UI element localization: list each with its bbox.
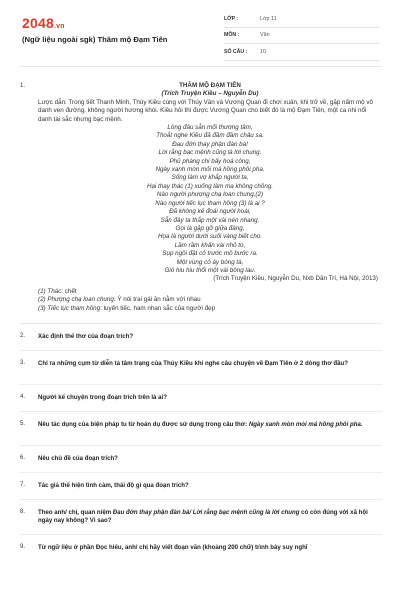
question-number: 7. — [20, 481, 26, 488]
poem-line: Gió hiu hiu thổi một vài bông lau. — [164, 266, 256, 274]
document-title: (Ngữ liệu ngoài sgk) Thăm mộ Đạm Tiên — [22, 35, 168, 44]
passage-title: THĂM MỘ ĐẠM TIÊN — [179, 82, 241, 89]
poem-line: Lòng đâu sẵn mối thương tâm, — [167, 124, 253, 132]
question-number: 2. — [20, 332, 26, 339]
poem-line: Sống làm vợ khắp người ta, — [171, 174, 249, 182]
question-number: 8. — [20, 508, 26, 515]
poem-line: Thoắt nghe Kiều đã đầm đầm châu sa. — [156, 132, 264, 140]
meta-row-count — [224, 44, 380, 61]
passage-intro: Lược dẫn: Trong tiết Thanh Minh, Thúy Kiều cùng với Thúy Vân và Vương Quan đi chơi xuân, khi trở về, gặp nấm mộ vô danh ven đường, không người hương khói. Kiều hỏi thì được Vương Quan cho biết đó là mộ Đạm Tiên, một ca nhi nổi danh tài sắc nhưng bạc mệnh. — [38, 98, 373, 123]
meta-row-class — [224, 11, 380, 28]
reading-passage — [38, 82, 382, 313]
poem-line: Họa là người dưới suối vàng biết cho. — [157, 233, 263, 241]
question-number: 5. — [20, 420, 26, 427]
question-item-2 — [20, 324, 382, 351]
question-item-6 — [20, 446, 382, 473]
poem-line: Đau đớn thay phận đàn bà! — [172, 140, 248, 148]
question-item-5 — [20, 412, 382, 446]
poem-line: Một vùng cỏ áy bóng tà, — [176, 258, 244, 266]
passage-source: (Trích Truyện Kiều, Nguyễn Du, Nxb Dân Trí, Hà Nội, 2013) — [213, 275, 378, 283]
poem-line: Sẵn đây ta thắp một vài nén nhang. — [160, 216, 260, 224]
footnote-term: (2) Phượng chạ loan chung — [38, 296, 114, 304]
question-text: Xác định thể thơ của đoạn trích? — [38, 332, 134, 340]
logo-main: 2048 — [22, 15, 54, 31]
poem-line: Lời rằng bạc mệnh cũng là lời chung. — [158, 149, 262, 157]
question-list — [20, 66, 382, 557]
poem — [38, 124, 382, 275]
question-item-8 — [20, 500, 382, 535]
question-quote: Đau đớn thay phận đàn bà/ Lời rằng bạc mệnh cũng là lời chung — [112, 508, 300, 516]
footnotes — [38, 288, 382, 313]
question-item-1 — [20, 66, 382, 324]
footnote-text: : chết — [61, 287, 77, 295]
footnote-term: (1) Thác — [38, 287, 62, 295]
footnote — [38, 288, 382, 296]
footnote-text: : luyến tiếc, ham nhan sắc của người đẹp — [100, 304, 216, 312]
meta-key: LỚP : — [224, 15, 239, 22]
poem-line: Đã không kẻ đoái người hoài, — [169, 208, 251, 216]
meta-table — [224, 11, 380, 61]
footnote-term: (3) Tiếc lục tham hồng — [38, 304, 101, 312]
passage-subtitle: (Trích Truyện Kiều – Nguyễn Du) — [161, 90, 259, 98]
question-quote: Ngày xanh mòn mỏi má hồng phôi pha. — [248, 420, 363, 428]
site-logo[interactable] — [22, 15, 65, 31]
question-number: 4. — [20, 393, 26, 400]
meta-value: Văn — [260, 32, 270, 39]
meta-key: MÔN : — [224, 32, 240, 39]
poem-line: Sụp ngồi đặt cỏ trước mồ bước ra. — [162, 250, 258, 258]
poem-line: Nào người phượng chạ loan chung,(2) — [156, 191, 264, 199]
poem-line: Lầm rầm khấn vái nhỏ to, — [174, 241, 246, 249]
question-number: 9. — [20, 543, 26, 550]
question-text: Tác giả thể hiện tình cảm, thái độ gì qua đoạn trích? — [38, 481, 189, 489]
question-text: Nêu chủ đề của đoạn trích? — [38, 454, 118, 462]
question-text: Người kể chuyện trong đoạn trích trên là ai? — [38, 393, 167, 401]
poem-line: Ngày xanh mòn mỏi má hồng phôi pha. — [155, 166, 265, 174]
meta-key: SỐ CÂU : — [224, 48, 248, 55]
question-item-9 — [20, 535, 382, 557]
footnote — [38, 305, 382, 313]
meta-value: 10 — [260, 48, 266, 55]
question-text-part: Nêu tác dụng của biện pháp tu từ hoán dụ được sử dụng trong câu thơ: — [38, 420, 249, 428]
question-text: Chỉ ra những cụm từ diễn tả tâm trạng của Thúy Kiều khi nghe câu chuyện về Đạm Tiên ở 2 dòng thơ đầu? — [38, 359, 348, 367]
question-number: 3. — [20, 359, 26, 366]
footnote-text: : Ý nói trai gái ăn nằm với nhau — [113, 296, 201, 304]
poem-line: Hại thay thác (1) xuống làm ma không chồng. — [146, 182, 274, 190]
logo-suffix: .vn — [53, 23, 65, 30]
question-item-7 — [20, 473, 382, 500]
question-text-part: Theo anh/ chị, quan niệm — [38, 508, 113, 516]
question-number: 1. — [20, 83, 26, 89]
poem-line: Gọi là gặp gỡ giữa đàng, — [175, 224, 245, 232]
meta-value: Lớp 11 — [260, 15, 277, 22]
poem-line: Nào người tiếc lục tham hồng (3) là ai ? — [155, 199, 265, 207]
footnote — [38, 296, 382, 304]
page-header — [0, 0, 400, 64]
question-text-part: có còn đúng với xã hội ngày nay không? Vì sao? — [38, 508, 368, 525]
poem-line: Phũ phàng chi bấy hoá công, — [169, 157, 251, 165]
question-text: Từ ngữ liệu ở phần Đọc hiểu, anh/ chị hãy viết đoạn văn (khoảng 200 chữ) trình bày suy nghĩ — [38, 543, 308, 551]
question-text — [38, 509, 382, 526]
question-text — [38, 421, 382, 429]
question-item-4 — [20, 385, 382, 412]
question-number: 6. — [20, 454, 26, 461]
meta-row-subject — [224, 28, 380, 45]
question-item-3 — [20, 351, 382, 385]
